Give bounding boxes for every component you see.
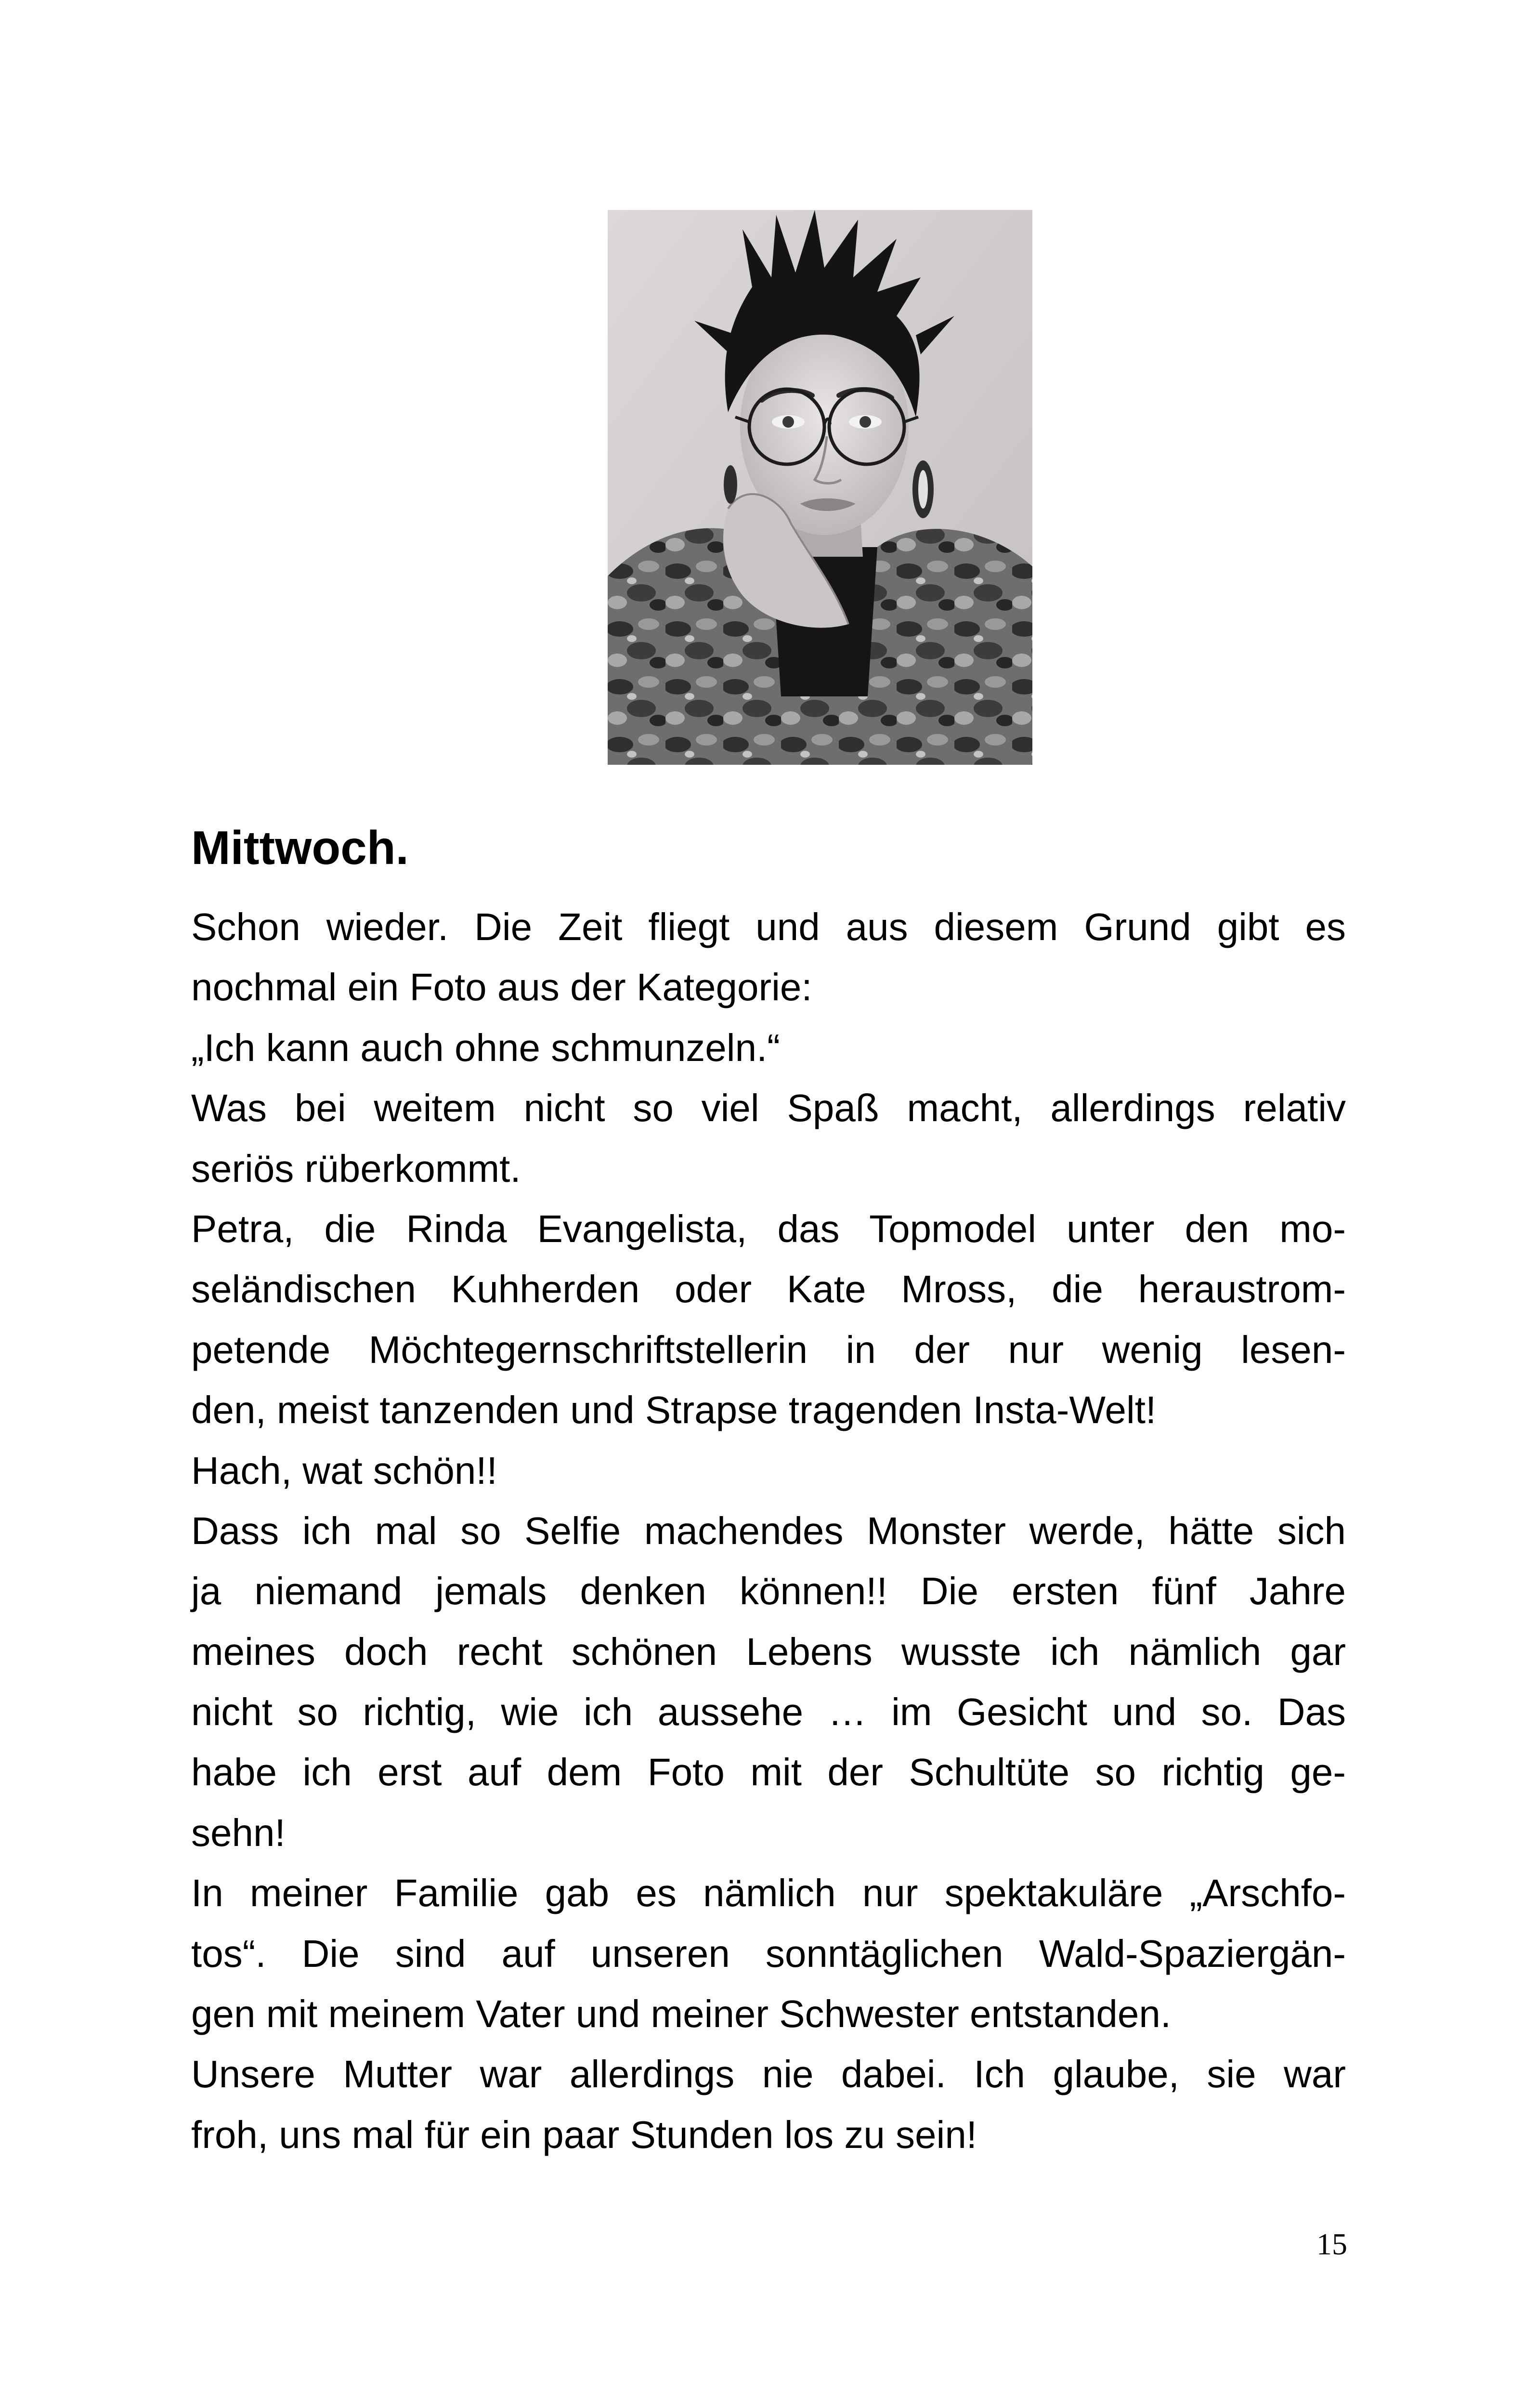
text-line: Was bei weitem nicht so viel Spaß macht, allerdings relativ xyxy=(191,1086,1346,1130)
text-line: Hach, wat schön!! xyxy=(191,1449,497,1492)
text-line: seriös rüberkommt. xyxy=(191,1147,521,1190)
text-line: Petra, die Rinda Evangelista, das Topmodel unter den mo- xyxy=(191,1207,1346,1250)
text-line: Unsere Mutter war allerdings nie dabei. Ich glaube, sie war xyxy=(191,2053,1346,2096)
text-line: petende Möchtegernschriftstellerin in der nur wenig lesen- xyxy=(191,1328,1346,1371)
text-line: nochmal ein Foto aus der Kategorie: xyxy=(191,966,812,1009)
text-line: In meiner Familie gab es nämlich nur spektakuläre „Arschfo- xyxy=(191,1871,1346,1915)
text-line: Dass ich mal so Selfie machendes Monster werde, hätte sich xyxy=(191,1509,1346,1552)
text-line: seländischen Kuhherden oder Kate Mross, die heraustrom- xyxy=(191,1268,1346,1311)
text-line: Schon wieder. Die Zeit fliegt und aus diesem Grund gibt es xyxy=(191,905,1346,948)
page-number: 15 xyxy=(1316,2227,1347,2261)
portrait-photo xyxy=(608,210,1032,765)
text-line: sehn! xyxy=(191,1811,286,1854)
text-line: meines doch recht schönen Lebens wusste ich nämlich gar xyxy=(191,1630,1346,1673)
text-line: ja niemand jemals denken können!! Die ersten fünf Jahre xyxy=(191,1570,1346,1613)
text-line: tos“. Die sind auf unseren sonntäglichen Wald-Spaziergän- xyxy=(191,1932,1346,1975)
text-line: gen mit meinem Vater und meiner Schwester entstanden. xyxy=(191,1992,1172,2036)
text-line: nicht so richtig, wie ich aussehe … im Gesicht und so. Das xyxy=(191,1690,1346,1734)
text-line: habe ich erst auf dem Foto mit der Schultüte so richtig ge- xyxy=(191,1751,1346,1794)
text-line: froh, uns mal für ein paar Stunden los zu sein! xyxy=(191,2113,977,2156)
portrait-image xyxy=(608,210,1032,765)
chapter-heading: Mittwoch. xyxy=(191,821,409,874)
text-line: den, meist tanzenden und Strapse tragenden Insta-Welt! xyxy=(191,1388,1157,1432)
text-line: „Ich kann auch ohne schmunzeln.“ xyxy=(191,1026,780,1069)
body-paragraph xyxy=(191,897,1346,2165)
